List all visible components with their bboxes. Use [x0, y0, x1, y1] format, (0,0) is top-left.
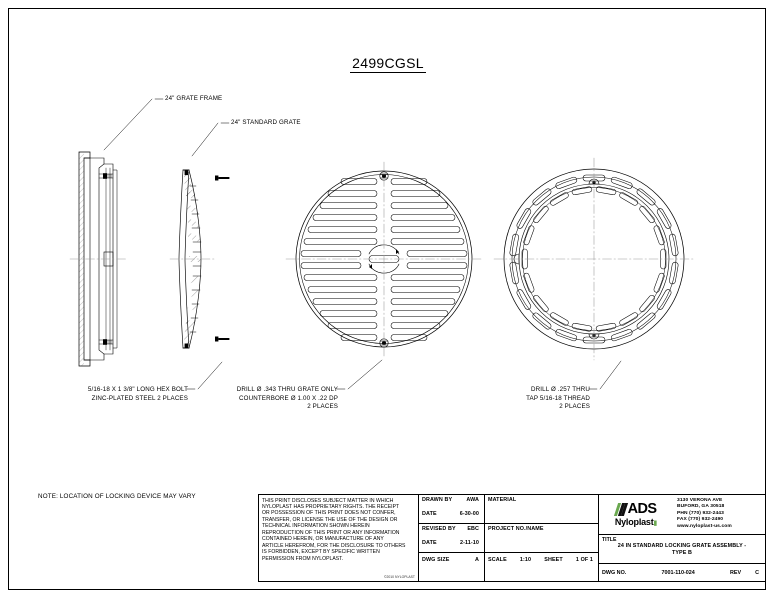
- proprietary-notice: [259, 495, 419, 581]
- sheet-value: 1 OF 1: [575, 557, 593, 563]
- sheet-label: SHEET: [544, 557, 563, 563]
- callout-hex-bolt-line2: ZINC-PLATED STEEL 2 PLACES: [91, 394, 188, 402]
- legal-line: NYLOPLAST HAS PROPRIETARY RIGHTS. THE RECEIPT: [262, 503, 400, 510]
- ads-brand-text: ADS: [627, 501, 657, 518]
- revised-date-label: DATE: [422, 540, 437, 546]
- drawn-date-label: DATE: [422, 511, 437, 517]
- title-block: [258, 494, 766, 582]
- title-block-middle: [419, 495, 599, 581]
- locking-device-note: NOTE: LOCATION OF LOCKING DEVICE MAY VARY: [38, 493, 196, 500]
- ads-nyloplast-logo: [599, 495, 673, 534]
- nyloplast-mark-icon: ▮: [653, 519, 658, 527]
- page-title-text: 2499CGSL: [352, 55, 424, 71]
- material-value: [485, 505, 598, 509]
- callout-drill-tap-line2: TAP 5/16-18 THREAD: [526, 394, 590, 402]
- title-line-1: 24 IN STANDARD LOCKING GRATE ASSEMBLY -: [617, 542, 747, 549]
- material-label: MATERIAL: [488, 497, 517, 503]
- callout-drill-tap-line1: DRILL Ø .257 THRU: [531, 386, 590, 393]
- dwg-size-cell: [419, 553, 485, 581]
- project-value: [485, 534, 598, 538]
- callout-drill-tap-line3: 2 PLACES: [559, 403, 590, 410]
- nyloplast-brand-text: Nyloplast: [614, 516, 654, 527]
- legal-line: TRANSFER, OR LICENSE THE USE OF THE DESIGN OR: [262, 516, 398, 523]
- revised-date-value: 2-11-10: [460, 540, 479, 546]
- scale-label: SCALE: [488, 557, 507, 563]
- drawn-date-value: 6-30-00: [459, 511, 479, 517]
- project-cell: [485, 524, 598, 552]
- revised-by-label: REVISED BY: [422, 526, 456, 532]
- callout-drill-grate-line3: 2 PLACES: [307, 403, 338, 410]
- company-logo-row: [599, 495, 765, 535]
- legal-line: TECHNICAL INFORMATION SHOWN HEREIN: [262, 523, 370, 530]
- dwg-size-label: DWG SIZE: [422, 557, 450, 563]
- ads-slash-icon: [616, 503, 627, 516]
- legal-line: THIS PRINT DISCLOSES SUBJECT MATTER IN WHICH: [262, 497, 394, 504]
- callout-drill-grate-line2: COUNTERBORE Ø 1.00 X .22 DP: [239, 394, 338, 402]
- legal-line: PERMISSION FROM NYLOPLAST.: [262, 555, 344, 562]
- callout-hex-bolt-line1: 5/16-18 X 1 3/8" LONG HEX BOLT: [87, 386, 188, 393]
- drawn-by-label: DRAWN BY: [422, 497, 453, 503]
- address-line: BUFORD, GA 30518: [677, 504, 725, 510]
- copyright-text: ©2010 NYLOPLAST: [384, 575, 415, 579]
- dwg-number-cell: [599, 564, 765, 581]
- dwg-no-label: DWG NO.: [602, 569, 627, 576]
- legal-line: CONTAINED HEREIN, OR MANUFACTURE OF ANY: [262, 536, 384, 543]
- title-label: TITLE: [602, 536, 617, 543]
- address-line: FAX (770) 932-2490: [677, 517, 724, 523]
- legal-line: OR POSSESSION OF THIS PRINT DOES NOT CONFER,: [262, 510, 396, 517]
- legal-line: ARTICLE HEREFROM, FOR THE DISCLOSURE TO OTHERS: [262, 542, 406, 549]
- project-label: PROJECT NO./NAME: [488, 526, 544, 532]
- scale-sheet-cell: [485, 553, 598, 581]
- rev-label: REV: [730, 569, 742, 576]
- address-line: PHN (770) 932-2443: [677, 510, 724, 516]
- drawing-title-cell: [599, 535, 765, 564]
- company-address: [673, 495, 765, 534]
- legal-line: IS FORBIDDEN, EXCEPT BY SPECIFIC WRITTEN: [262, 549, 380, 556]
- callout-grate-frame: 24" GRATE FRAME: [165, 95, 223, 102]
- address-line: 3130 VERONA AVE: [677, 498, 723, 503]
- dwg-no-value: 7001-110-024: [661, 569, 695, 576]
- address-website: www.nyloplast-us.com: [677, 523, 732, 529]
- legal-line: REPRODUCTION OF THIS PRINT OR ANY INFORMATION: [262, 529, 400, 536]
- page-title: [0, 55, 776, 71]
- title-line-2: TYPE B: [671, 550, 693, 557]
- callout-drill-grate-line1: DRILL Ø .343 THRU GRATE ONLY: [236, 386, 338, 393]
- title-block-right: [599, 495, 765, 581]
- dwg-size-value: A: [475, 557, 479, 563]
- rev-value: C: [755, 569, 759, 576]
- drawn-by-cell: [419, 495, 485, 523]
- material-cell: [485, 495, 598, 523]
- revised-by-cell: [419, 524, 485, 552]
- scale-value: 1:10: [519, 557, 532, 563]
- callout-standard-grate: 24" STANDARD GRATE: [231, 119, 301, 126]
- drawn-by-value: AWA: [466, 497, 479, 503]
- revised-by-value: EBC: [467, 526, 479, 532]
